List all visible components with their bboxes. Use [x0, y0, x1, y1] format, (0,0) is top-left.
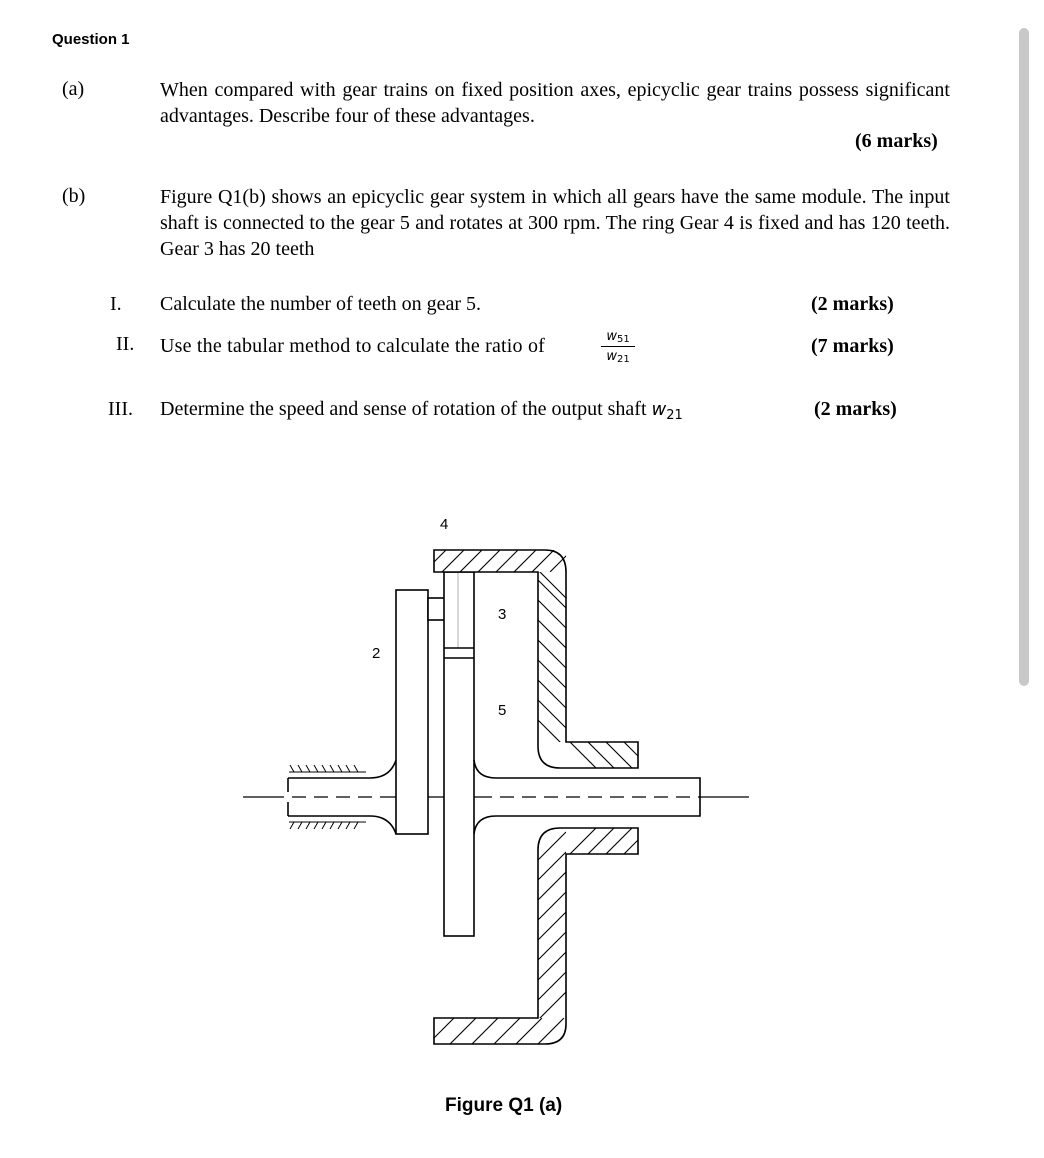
item-ii-marks: (7 marks): [811, 335, 894, 357]
omega-symbol: w: [651, 399, 667, 420]
label-gear-3: 3: [498, 606, 507, 623]
part-a-label: (a): [62, 78, 85, 100]
vertical-scrollbar[interactable]: [1019, 28, 1029, 686]
question-title: Question 1: [52, 31, 130, 48]
denominator-subscript: 21: [616, 354, 630, 365]
numerator-subscript: 51: [616, 334, 630, 345]
omega-subscript: 21: [666, 408, 683, 423]
label-gear-4: 4: [440, 516, 449, 533]
part-b-text: Figure Q1(b) shows an epicyclic gear system in which all gears have the same module. The input shaft is connected to the gear 5 and rotates at 300 rpm. The ring Gear 4 is fixed and has 120 teeth. Gear 3 has 20 teeth: [160, 186, 950, 260]
item-i-number: I.: [110, 293, 122, 315]
carrier-arm-2: [396, 590, 428, 834]
item-ii-text: Use the tabular method to calculate the ratio of: [160, 335, 546, 357]
numerator-symbol: w: [606, 329, 617, 344]
label-gear-2: 2: [372, 645, 381, 662]
part-a-text: When compared with gear trains on fixed position axes, epicyclic gear trains possess significant advantages. Describe four of these advantages.: [160, 79, 950, 127]
part-a-marks: (6 marks): [855, 130, 938, 152]
item-iii-marks: (2 marks): [814, 398, 897, 420]
item-iii-text: Determine the speed and sense of rotation of the output shaft: [160, 398, 647, 420]
item-i-text: Calculate the number of teeth on gear 5.: [160, 293, 481, 315]
gear-5-column: [444, 572, 474, 936]
figure-caption: Figure Q1 (a): [445, 1095, 563, 1116]
item-ii-number: II.: [116, 333, 135, 355]
item-i-marks: (2 marks): [811, 293, 894, 315]
part-b-label: (b): [62, 185, 86, 207]
denominator-symbol: w: [606, 349, 617, 364]
item-iii-number: III.: [108, 398, 133, 420]
label-gear-5: 5: [498, 702, 507, 719]
